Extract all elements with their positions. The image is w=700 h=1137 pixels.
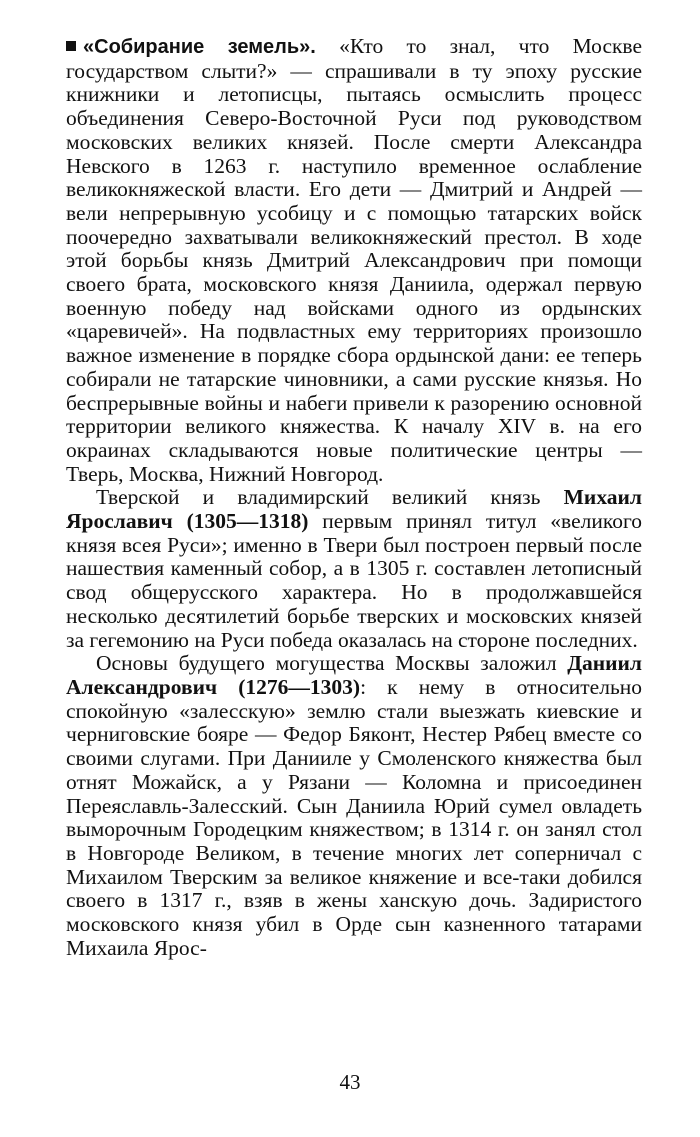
paragraph-text-intro: Основы будущего могущества Москвы заложил [96,651,568,676]
paragraph-text-intro: Тверской и владимирский великий князь [96,485,564,510]
paragraph-mikhail-yaroslavich [66,486,642,652]
paragraph-sobiranie-zemel [66,35,642,486]
ruler-name-mikhail: Михаил Ярославич (1305—1318) [66,485,642,534]
paragraph-text-rest: первым принял титул «великого князя всея Руси»; именно в Твери был построен первый после нашествия каменный собор, а в 1305 г. составлен летописный свод общерусского характера. Но в продолжавшейся несколько десятилетий борьбе тверских и московских князей за гегемонию на Руси победа оказалась на стороне последних. [66,509,642,652]
ruler-name-daniil: Даниил Александрович (1276—1303) [66,651,642,699]
bullet-square-icon [66,41,76,51]
paragraph-text: «Кто то знал, что Москве государством слыти?» — спрашивали в ту эпоху русские книжники и летописцы, пытаясь осмыслить процесс объединения Северо-Восточной Руси под руководством московских великих князей. После смерти Александра Невского в 1263 г. наступило временное ослабление великокняжеской власти. Его дети — Дмитрий и Андрей — вели непрерывную усобицу и с помощью татарских войск поочередно захватывали великокняжеский престол. В ходе этой борьбы князь Дмитрий Александрович при помощи своего брата, московского князя Даниила, одержал первую военную победу над войсками одного из ордынских «царевичей». На подвластных ему территориях произошло важное изменение в порядке сбора ордынской дани: ее теперь собирали не татарские чиновники, а сами русские князья. Но беспрерывные войны и набеги привели к разорению основной территории великого княжества. К началу XIV в. на его окраинах складываются новые политические центры — Тверь, Москва, Нижний Новгород. [66,34,642,486]
page-number: 43 [339,1070,361,1094]
text-column [66,35,642,960]
paragraph-text-rest: : к нему в относительно спокойную «залесскую» землю стали выезжать киевские и черниговские бояре — Федор Бяконт, Нестер Рябец вместе со своими слугами. При Данииле у Смоленского княжества был отнят Можайск, а у Рязани — Коломна и присоединен Переяславль-Залесский. Сын Даниила Юрий сумел овладеть выморочным Городецким княжеством; в 1314 г. он занял стол в Новгороде Великом, в течение многих лет соперничал с Михаилом Тверским за великое княжение и все-таки добился своего в 1317 г., взяв в жены ханскую дочь. Задиристого московского князя убил в Орде сын казненного татарами Михаила Ярос- [66,674,643,960]
paragraph-daniil-aleksandrovich [66,652,642,960]
section-heading: «Собирание земель». [83,36,316,58]
